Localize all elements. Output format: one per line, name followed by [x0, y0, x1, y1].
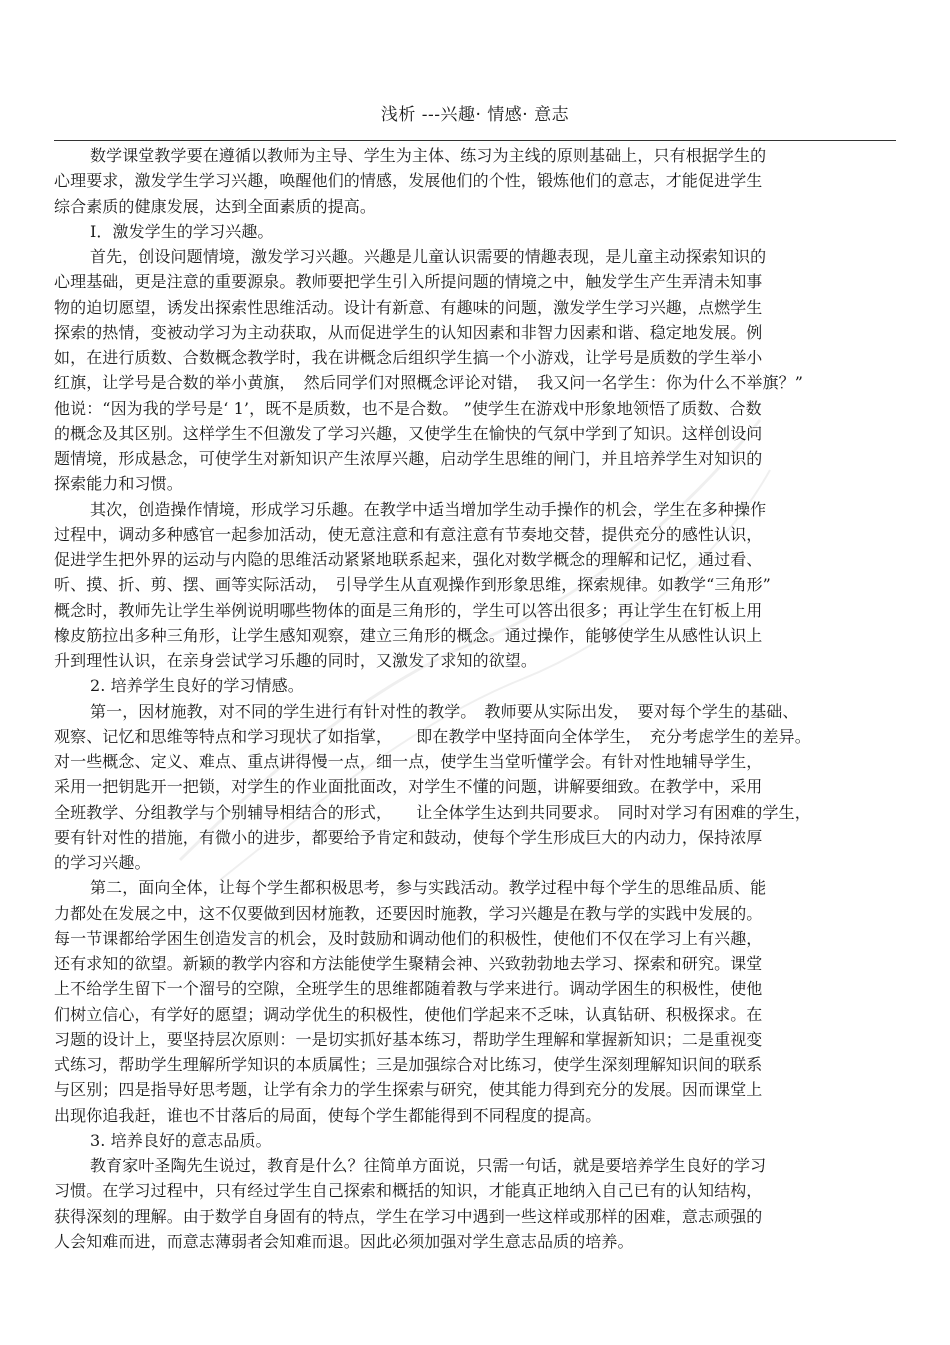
- text-line: 如，在进行质数、合数概念教学时，我在讲概念后组织学生搞一个小游戏，让学号是质数的学生举小: [54, 348, 763, 367]
- text-line: 们树立信心，有学好的愿望；调动学优生的积极性，使他们学起来不乏味，认真钻研、积极探求。在: [54, 1004, 763, 1024]
- text-line: 过程中，调动多种感官一起参加活动，使无意注意和有意注意有节奏地交替，提供充分的感性认识，: [54, 524, 763, 544]
- text-line: 第一，因材施教，对不同的学生进行有针对性的教学。 教师要从实际出发， 要对每个学生的基础、: [90, 701, 799, 721]
- text-line: 探索能力和习惯。: [54, 474, 183, 494]
- text-line: 力都处在发展之中，这不仅要做到因材施教，还要因时施教，学习兴趣是在教与学的实践中发展的。: [54, 903, 763, 923]
- text-line: 概念时，教师先让学生举例说明哪些物体的面是三角形的，学生可以答出很多；再让学生在钉板上用: [54, 600, 763, 620]
- text-line: 物的迫切愿望，诱发出探索性思维活动。设计有新意、有趣味的问题，激发学生学习兴趣，点燃学生: [54, 297, 763, 317]
- text-line: 数学课堂教学要在遵循以教师为主导、学生为主体、练习为主线的原则基础上，只有根据学生的: [90, 146, 767, 165]
- text-line: 出现你追我赶，谁也不甘落后的局面，使每个学生都能得到不同程度的提高。: [54, 1105, 602, 1125]
- text-line: 升到理性认识，在亲身尝试学习乐趣的同时，又激发了求知的欲望。: [54, 651, 538, 670]
- text-line: I．激发学生的学习兴趣。: [90, 221, 274, 241]
- text-line: 获得深刻的理解。由于数学自身固有的特点，学生在学习中遇到一些这样或那样的困难，意志顽强的: [54, 1206, 763, 1226]
- text-line: 观察、记忆和思维等特点和学习现状了如指掌， 即在教学中坚持面向全体学生， 充分考虑学生的差异。: [54, 726, 811, 746]
- text-line: 2. 培养学生良好的学习情感。: [90, 676, 304, 696]
- text-line: 首先，创设问题情境，激发学习兴趣。兴趣是儿童认识需要的情趣表现，是儿童主动探索知识的: [90, 247, 767, 266]
- text-line: 他说：“因为我的学号是‘ 1’，既不是质数，也不是合数。 ”使学生在游戏中形象地领悟了质数、合数: [54, 398, 762, 418]
- text-line: 教育家叶圣陶先生说过，教育是什么？往简单方面说，只需一句话，就是要培养学生良好的学习: [90, 1156, 767, 1175]
- text-line: 心理基础，更是注意的重要源泉。教师要把学生引入所提问题的情境之中，触发学生产生弄清未知事: [54, 272, 763, 292]
- text-line: 的学习兴趣。: [54, 853, 151, 872]
- text-line: 的概念及其区别。这样学生不但激发了学习兴趣，又使学生在愉快的气氛中学到了知识。这样创设问: [54, 423, 763, 443]
- text-line: 习题的设计上，要坚持层次原则：一是切实抓好基本练习，帮助学生理解和掌握新知识；二是重视变: [54, 1029, 763, 1049]
- text-line: 习惯。在学习过程中，只有经过学生自己探索和概括的知识，才能真正地纳入自己已有的认知结构，: [54, 1181, 763, 1201]
- text-line: 红旗，让学号是合数的举小黄旗， 然后同学们对照概念评论对错， 我又问一名学生：你为什么不举旗？”: [54, 373, 803, 393]
- text-line: 3. 培养良好的意志品质。: [90, 1130, 272, 1150]
- text-line: 综合素质的健康发展，达到全面素质的提高。: [54, 196, 377, 216]
- text-line: 橡皮筋拉出多种三角形，让学生感知观察，建立三角形的概念。通过操作，能够使学生从感性认识上: [54, 625, 763, 645]
- document-body: [54, 143, 894, 1254]
- text-line: 促进学生把外界的运动与内隐的思维活动紧紧地联系起来，强化对数学概念的理解和记忆，通过看、: [54, 550, 763, 569]
- title-divider: [54, 140, 896, 141]
- text-line: 上不给学生留下一个溜号的空隙，全班学生的思维都随着教与学来进行。调动学困生的积极性，使他: [54, 979, 763, 999]
- text-line: 人会知难而进，而意志薄弱者会知难而退。因此必须加强对学生意志品质的培养。: [54, 1231, 634, 1251]
- text-line: 其次，创造操作情境，形成学习乐趣。在教学中适当增加学生动手操作的机会，学生在多种操作: [90, 499, 767, 519]
- text-line: 式练习，帮助学生理解所学知识的本质属性；三是加强综合对比练习，使学生深刻理解知识间的联系: [54, 1055, 763, 1074]
- text-line: 每一节课都给学困生创造发言的机会，及时鼓励和调动他们的积极性，使他们不仅在学习上有兴趣，: [54, 928, 763, 948]
- text-line: 第二，面向全体，让每个学生都积极思考，参与实践活动。教学过程中每个学生的思维品质、能: [90, 878, 767, 898]
- text-line: 心理要求，激发学生学习兴趣，唤醒他们的情感，发展他们的个性，锻炼他们的意志，才能促进学生: [54, 171, 763, 191]
- text-line: 题情境，形成悬念，可使学生对新知识产生浓厚兴趣，启动学生思维的闸门，并且培养学生对知识的: [54, 449, 763, 468]
- text-line: 听、摸、折、剪、摆、画等实际活动， 引导学生从直观操作到形象思维，探索规律。如教学“三角形”: [54, 575, 771, 595]
- text-line: 采用一把钥匙开一把锁，对学生的作业面批面改，对学生不懂的问题，讲解要细致。在教学中，采用: [54, 777, 763, 797]
- text-line: 与区别；四是指导好思考题，让学有余力的学生探索与研究，使其能力得到充分的发展。因而课堂上: [54, 1080, 763, 1100]
- text-line: 要有针对性的措施，有微小的进步，都要给予肯定和鼓动，使每个学生形成巨大的内动力，保持浓厚: [54, 827, 763, 847]
- document-title: 浅析 ---兴趣· 情感· 意志: [380, 105, 570, 125]
- text-line: 对一些概念、定义、难点、重点讲得慢一点，细一点，使学生当堂听懂学会。有针对性地辅导学生，: [54, 752, 763, 771]
- text-line: 探索的热情，变被动学习为主动获取，从而促进学生的认知因素和非智力因素和谐、稳定地发展。例: [54, 322, 763, 342]
- text-line: 全班教学、分组教学与个别辅导相结合的形式， 让全体学生达到共同要求。 同时对学习有困难的学生，: [54, 802, 811, 822]
- text-line: 还有求知的欲望。新颖的教学内容和方法能使学生聚精会神、兴致勃勃地去学习、探索和研究。课堂: [54, 954, 763, 973]
